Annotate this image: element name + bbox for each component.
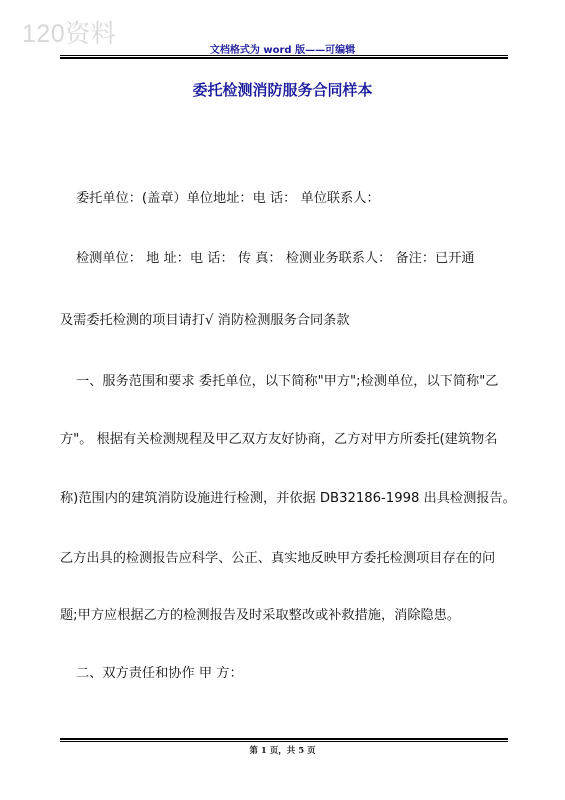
paragraph-line: 称)范围内的建筑消防设施进行检测，并依据 DB32186-1998 出具检测报告。 [60, 491, 516, 506]
header-rule [60, 55, 508, 59]
paragraph-line: 及需委托检测的项目请打√ 消防检测服务合同条款 [60, 313, 350, 328]
paragraph-line: 方"。 根据有关检测规程及甲乙双方友好协商，乙方对甲方所委托(建筑物名 [60, 432, 498, 447]
page-indicator: 第 1 页，共 5 页 [249, 746, 316, 756]
paragraph-line: 检测单位： 地 址：电 话： 传 真： 检测业务联系人： 备注：已开通 [76, 251, 475, 266]
section-heading: 二、双方责任和协作 甲 方： [76, 666, 243, 681]
watermark: 120资料 [22, 20, 117, 48]
paragraph-line: 乙方出具的检测报告应科学、公正、真实地反映甲方委托检测项目存在的问 [60, 551, 496, 566]
paragraph-line: 委托单位：(盖章）单位地址：电 话： 单位联系人： [76, 191, 380, 206]
document-title: 委托检测消防服务合同样本 [192, 81, 373, 99]
paragraph-line: 题;甲方应根据乙方的检测报告及时采取整改或补救措施，消除隐患。 [60, 608, 461, 623]
footer-rule [60, 738, 508, 742]
header-note: 文档格式为 word 版——可编辑 [209, 45, 356, 56]
paragraph-line: 一、服务范围和要求 委托单位，以下简称"甲方";检测单位，以下简称"乙 [76, 374, 499, 389]
